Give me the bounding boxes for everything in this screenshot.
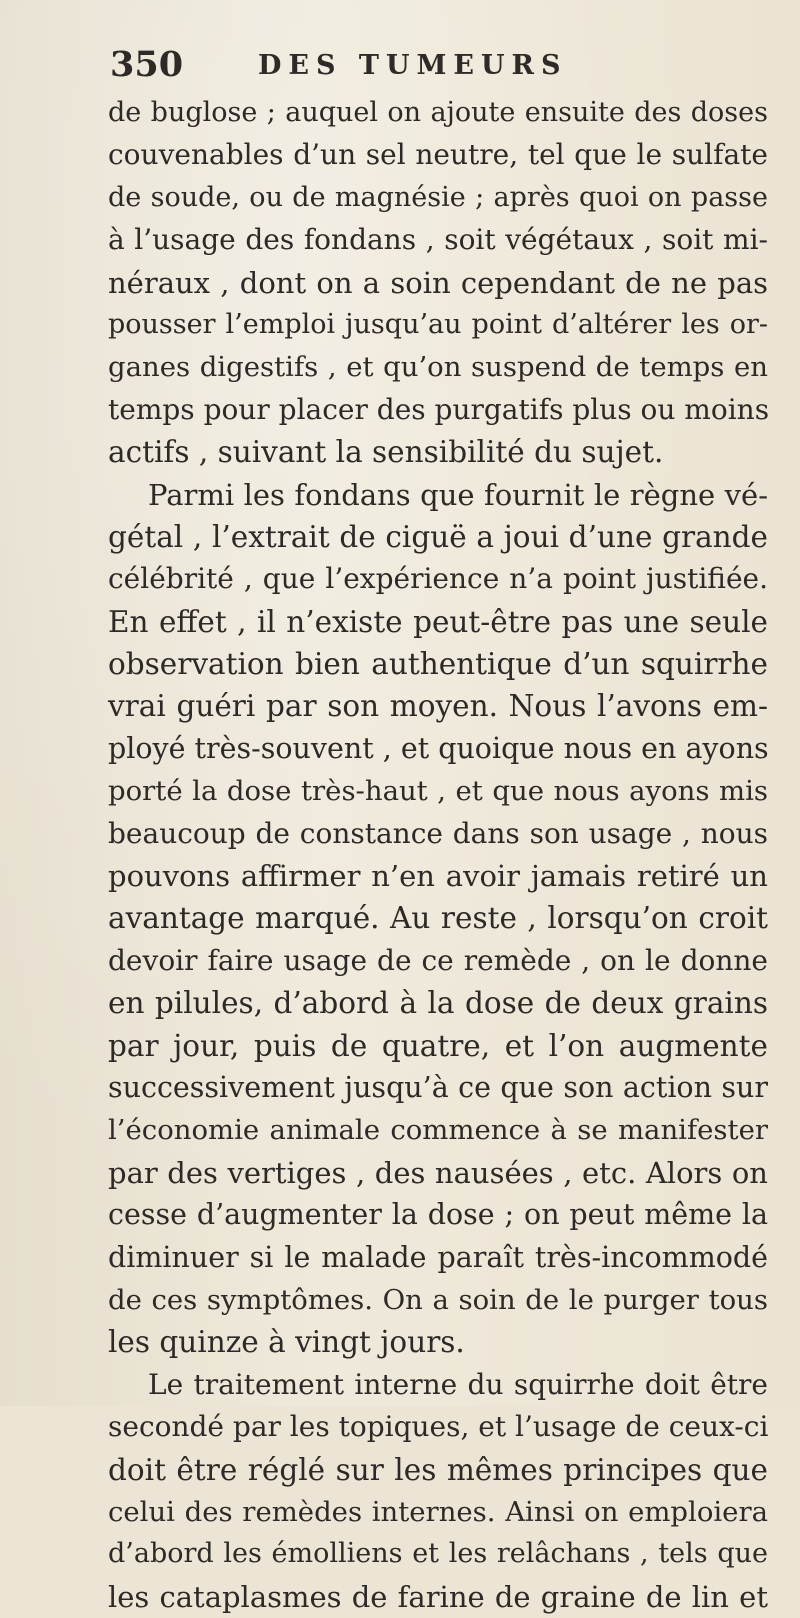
text-line: d’abord les émolliens et les relâchans , tels que	[108, 1538, 768, 1570]
text-line: temps pour placer des purgatifs plus ou moins	[108, 392, 770, 426]
text-line: pousser l’emploi jusqu’au point d’altérer les or-	[108, 308, 768, 340]
body-text	[108, 92, 768, 1618]
page-number: 350	[110, 44, 184, 85]
text-line: diminuer si le malade paraît très-incommodé	[108, 1240, 768, 1274]
text-line: observation bien authentique d’un squirrhe	[108, 647, 768, 682]
text-line: par des vertiges , des nausées , etc. Alors on	[108, 1155, 768, 1190]
text-line: de soude, ou de magnésie ; après quoi on passe	[108, 181, 768, 213]
text-line: En effet , il n’existe peut-être pas une seule	[108, 604, 768, 639]
text-line: gétal , l’extrait de ciguë a joui d’une grande	[108, 519, 768, 554]
text-line: ployé très-souvent , et quoique nous en ayons	[108, 731, 769, 765]
text-line: couvenables d’un sel neutre, tel que le sulfate	[108, 138, 768, 172]
text-line: par jour, puis de quatre, et l’on augmente	[108, 1028, 768, 1063]
paragraph-end-line: actifs , suivant la sensibilité du sujet.	[108, 435, 664, 470]
text-line: célébrité , que l’expérience n’a point justifiée.	[108, 562, 768, 596]
text-line: vrai guéri par son moyen. Nous l’avons em-	[108, 689, 768, 724]
text-line: secondé par les topiques, et l’usage de ceux-ci	[108, 1410, 769, 1444]
text-line: celui des remèdes internes. Ainsi on emploiera	[108, 1495, 768, 1528]
text-line: à l’usage des fondans , soit végétaux , soit mi-	[108, 223, 768, 257]
text-line: de buglose ; auquel on ajoute ensuite des doses	[108, 97, 768, 128]
text-line: néraux , dont on a soin cependant de ne pas	[108, 265, 768, 300]
text-line: avantage marqué. Au reste , lorsqu’on croit	[108, 901, 768, 936]
running-head: DES TUMEURS	[258, 50, 568, 81]
text-line: devoir faire usage de ce remède , on le donne	[108, 943, 768, 977]
text-line: cesse d’augmenter la dose ; on peut même la	[108, 1198, 768, 1232]
paragraph-end-line: les quinze à vingt jours.	[108, 1325, 465, 1360]
text-line: doit être réglé sur les mêmes principes que	[108, 1452, 768, 1487]
text-line: l’économie animale commence à se manifester	[108, 1114, 768, 1147]
text-line: beaucoup de constance dans son usage , nous	[108, 816, 768, 850]
text-line: en pilules, d’abord à la dose de deux grains	[108, 986, 768, 1021]
paragraph-start-line: Le traitement interne du squirrhe doit être	[148, 1367, 768, 1401]
text-line: pouvons affirmer n’en avoir jamais retiré un	[108, 859, 768, 894]
paragraph-start-line: Parmi les fondans que fournit le règne vé-	[148, 477, 768, 512]
text-line: ganes digestifs , et qu’on suspend de temps en	[108, 351, 768, 384]
text-line: les cataplasmes de farine de graine de lin et	[108, 1579, 768, 1614]
page-header	[110, 44, 710, 92]
text-line: porté la dose très-haut , et que nous ayons mis	[108, 775, 768, 808]
text-line: de ces symptômes. On a soin de le purger tous	[108, 1283, 768, 1316]
text-line: successivement jusqu’à ce que son action sur	[108, 1070, 768, 1104]
